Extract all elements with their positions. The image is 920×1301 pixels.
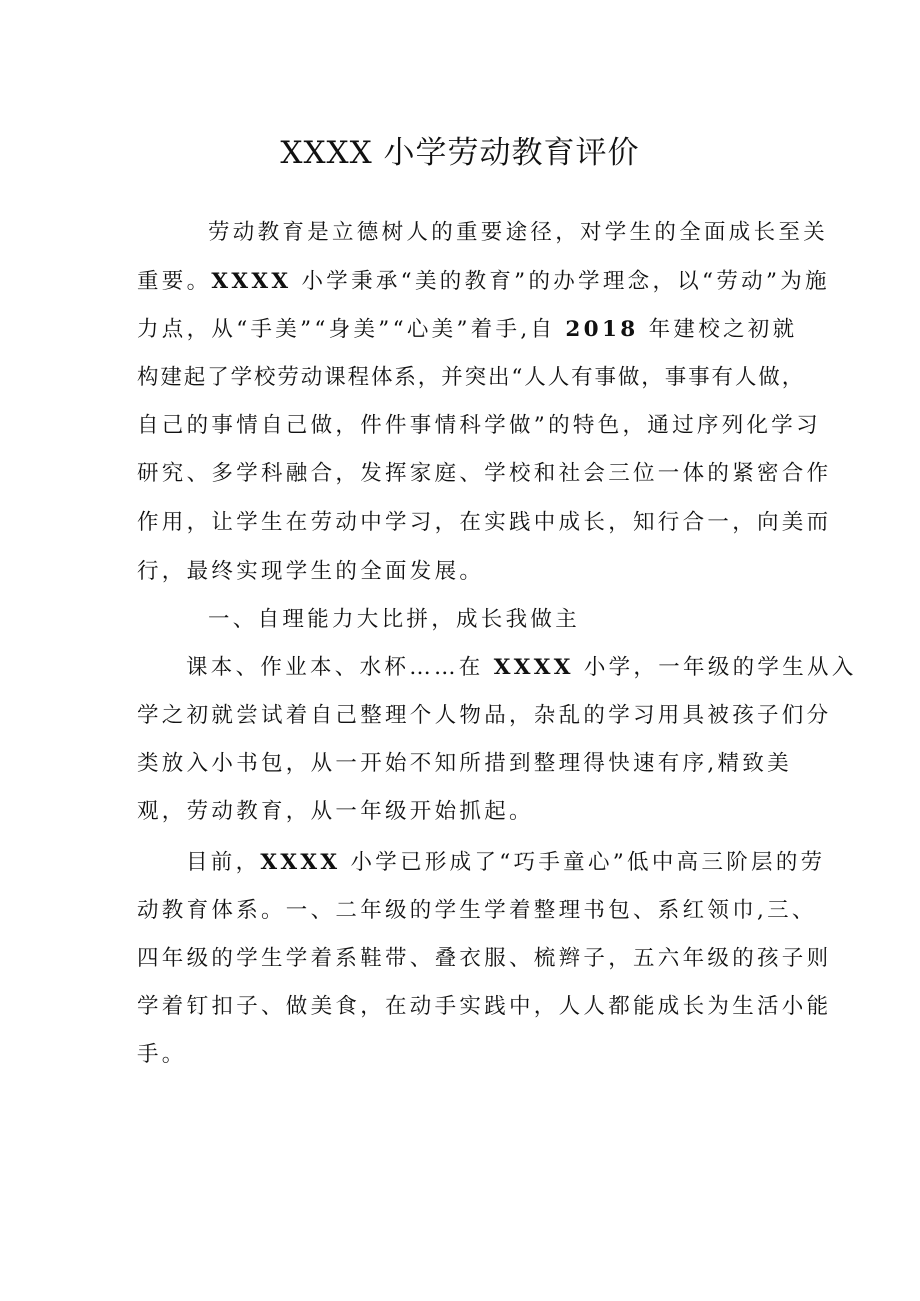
text-span: 观，劳动教育，从一年级开始抓起。 (137, 799, 534, 824)
text-span: 力点，从“手美”“身美”“心美”着手,自 (137, 317, 566, 342)
text-span: 小学，一年级的学生从入 (573, 655, 857, 680)
paragraph-1-line-6 (137, 460, 831, 488)
paragraph-2-line-4 (137, 798, 534, 826)
section-heading-1 (208, 606, 580, 634)
founding-year: 2018 (565, 317, 639, 342)
paragraph-3-line-3 (137, 945, 831, 973)
paragraph-1-line-8 (137, 558, 484, 586)
text-span: 类放入小书包，从一开始不知所措到整理得快速有序,精致美 (137, 751, 792, 776)
text-span: 小学已形成了“巧手童心”低中高三阶层的劳 (340, 850, 826, 875)
text-span: 作用，让学生在劳动中学习，在实践中成长，知行合一，向美而 (137, 510, 832, 535)
paragraph-3-line-2 (137, 897, 817, 925)
text-span: 四年级的学生学着系鞋带、叠衣服、梳辫子，五六年级的孩子则 (137, 946, 832, 971)
text-span: 行，最终实现学生的全面发展。 (137, 559, 485, 584)
paragraph-3-line-5 (137, 1041, 187, 1069)
text-span: 小学秉承“美的教育”的办学理念，以“劳动”为施 (291, 269, 830, 294)
paragraph-2-line-2 (137, 702, 831, 730)
text-span: 年建校之初就 (638, 317, 798, 342)
text-span: 手。 (137, 1042, 187, 1067)
text-span: 劳动教育是立德树人的重要途径，对学生的全面成长至关 (208, 220, 829, 245)
paragraph-1-line-3 (137, 316, 797, 344)
school-name: XXXX (493, 655, 574, 680)
text-span: 研究、多学科融合，发挥家庭、学校和社会三位一体的紧密合作 (137, 461, 832, 486)
paragraph-1-line-4 (137, 364, 805, 392)
text-span: 构建起了学校劳动课程体系，并突出“人人有事做，事事有人做， (137, 365, 806, 390)
text-span: 课本、作业本、水杯……在 (186, 655, 494, 680)
paragraph-2-line-3 (137, 750, 792, 778)
paragraph-1-line-2 (137, 268, 830, 296)
text-span: 自己的事情自己做，件件事情科学做”的特色，通过序列化学习 (137, 413, 821, 438)
text-span: 一、自理能力大比拼，成长我做主 (208, 607, 581, 632)
text-span: 学之初就尝试着自己整理个人物品，杂乱的学习用具被孩子们分 (137, 703, 832, 728)
paragraph-3-line-4 (137, 993, 831, 1021)
text-span: 学着钉扣子、做美食，在动手实践中，人人都能成长为生活小能 (137, 994, 832, 1019)
paragraph-3-line-1 (186, 849, 825, 877)
paragraph-1-line-1 (208, 219, 828, 247)
school-name: XXXX (260, 850, 341, 875)
document-title: XXXX 小学劳动教育评价 (280, 135, 640, 171)
text-span: 目前， (186, 850, 261, 875)
paragraph-1-line-5 (137, 412, 821, 440)
school-name: XXXX (211, 269, 292, 294)
text-span: 动教育体系。一、二年级的学生学着整理书包、系红领巾,三、 (137, 898, 817, 923)
paragraph-2-line-1 (186, 654, 857, 682)
paragraph-1-line-7 (137, 509, 831, 537)
text-span: 重要。 (137, 269, 212, 294)
